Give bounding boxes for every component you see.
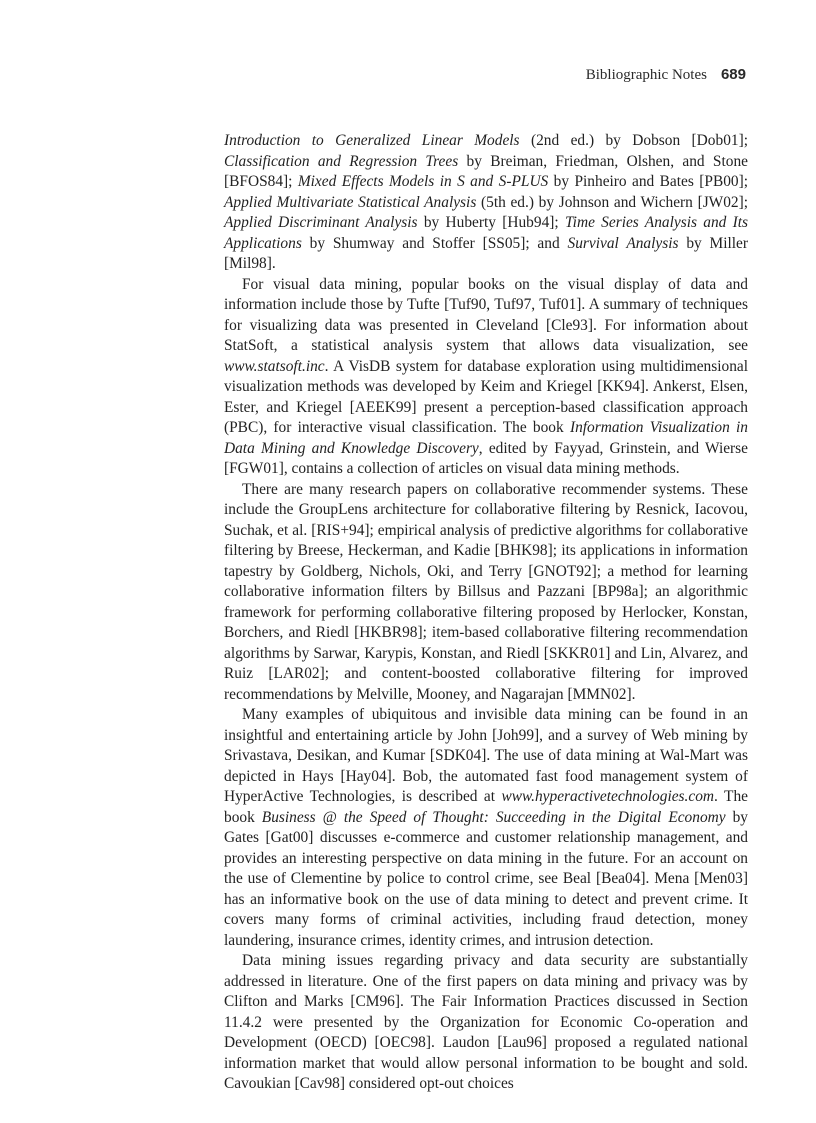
text-run: by Shumway and Stoffer [SS05]; and	[301, 234, 568, 252]
italic-text-run: Classification and Regression Trees	[224, 152, 459, 170]
running-header	[0, 66, 746, 84]
text-run: (2nd ed.) by Dobson [Dob01];	[519, 132, 748, 149]
italic-text-run: Introduction to Generalized Linear Models	[224, 132, 520, 149]
text-run: by Pinheiro and Bates [PB00];	[548, 173, 748, 190]
text-run: (5th ed.) by Johnson and Wichern [JW02];	[476, 193, 748, 211]
italic-text-run: Mixed Effects Models in S and S-PLUS	[297, 173, 549, 190]
text-run: Data mining issues regarding privacy and data security are substantially addressed in literature. One of the first papers on data mining and privacy was by Clifton and Marks [CM96]. The Fair Information Practices discussed in Section 11.4.2 were presented by the Organization for Economic Co-operation and Development (OECD) [OEC98]. Laudon [Lau96] proposed a regulated national information market that would allow personal information to be bought and sold. Cavoukian [Cav98] considered opt-out choices	[224, 952, 748, 1092]
text-run: by Huberty [Hub94];	[417, 214, 565, 231]
italic-text-run: Survival Analysis	[567, 234, 679, 252]
section-title: Bibliographic Notes	[585, 67, 707, 83]
italic-text-run: Business @ the Speed of Thought: Succeeding in the Digital Economy	[261, 808, 726, 826]
body-text	[224, 131, 748, 1095]
paragraph	[224, 480, 748, 706]
italic-text-run: www.hyperactivetechnologies.com	[501, 788, 715, 805]
text-run: , edited by Fayyad, Grinstein, and Wierse [FGW01], contains a collection of articles on visual data mining methods.	[224, 439, 748, 477]
paragraph	[224, 951, 748, 1095]
italic-text-run: Information Visualization in Data Mining and Knowledge Discovery	[224, 419, 748, 457]
text-run: by Breiman, Friedman, Olshen, and Stone [BFOS84];	[224, 152, 748, 190]
text-run: . A VisDB system for database exploration using multidimensional visualization methods was developed by Keim and Kriegel [KK94]. Ankerst, Elsen, Ester, and Kriegel [AEEK99] present a perception-based classification approach (PBC), for interactive visual classification. The book	[224, 357, 748, 436]
italic-text-run: Time Series Analysis and Its Applications	[224, 214, 749, 252]
text-run: . The book	[224, 788, 748, 826]
text-run: Many examples of ubiquitous and invisible data mining can be found in an insightful and entertaining article by John [Joh99], and a survey of Web mining by Srivastava, Desikan, and Kumar [SDK04]. The use of data mining at Wal-Mart was depicted in Hays [Hay04]. Bob, the automated fast food management system of HyperActive Technologies, is described at	[224, 706, 748, 805]
paragraph	[224, 275, 748, 480]
text-run: by Gates [Gat00] discusses e-commerce and customer relationship management, and provides an interesting perspective on data mining in the future. For an account on the use of Clementine by police to control crime, see Beal [Bea04]. Mena [Men03] has an informative book on the use of data mining to detect and prevent crime. It covers many forms of criminal activities, including fraud detection, money laundering, insurance crimes, identity crimes, and intrusion detection.	[224, 808, 748, 949]
italic-text-run: Applied Discriminant Analysis	[224, 214, 418, 231]
text-run: There are many research papers on collaborative recommender systems. These include the GroupLens architecture for collaborative filtering by Resnick, Iacovou, Suchak, et al. [RIS+94]; empirical analysis of predictive algorithms for collaborative filtering by Breese, Heckerman, and Kadie [BHK98]; its applications in information tapestry by Goldberg, Nichols, Oki, and Terry [GNOT92]; a method for learning collaborative information filters by Billsus and Pazzani [BP98a]; an algorithmic framework for performing collaborative filtering proposed by Herlocker, Konstan, Borchers, and Riedl [HKBR98]; item-based collaborative filtering recommendation algorithms by Sarwar, Karypis, Konstan, and Riedl [SKKR01] and Lin, Alvarez, and Ruiz [LAR02]; and content-boosted collaborative filtering for improved recommendations by Melville, Mooney, and Nagarajan [MMN02].	[224, 480, 748, 703]
paragraph	[224, 131, 748, 275]
page-number: 689	[720, 66, 746, 83]
italic-text-run: www.statsoft.inc	[224, 357, 325, 375]
text-run: by Miller [Mil98].	[224, 234, 749, 272]
text-run: For visual data mining, popular books on the visual display of data and information include those by Tufte [Tuf90, Tuf97, Tuf01]. A summary of techniques for visualizing data was presented in Cleveland [Cle93]. For information about StatSoft, a statistical analysis system that allows data visualization, see	[224, 275, 748, 354]
italic-text-run: Applied Multivariate Statistical Analysis	[224, 193, 477, 211]
paragraph	[224, 705, 748, 951]
